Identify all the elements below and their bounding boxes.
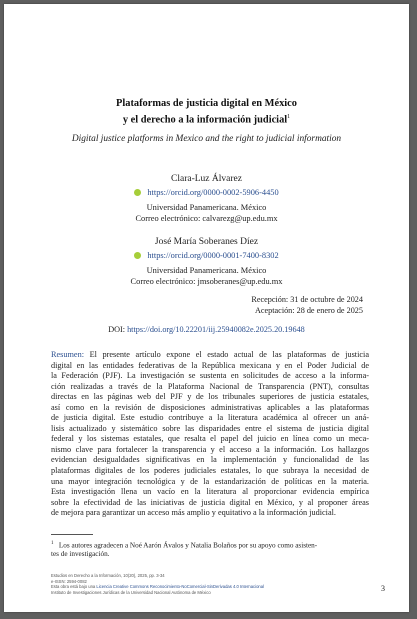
author-email-2: Correo electrónico: jmsoberanes@up.edu.mx [130, 277, 283, 286]
accepted-date: Aceptación: 28 de enero de 2025 [255, 306, 363, 315]
title-line-2: y el derecho a la información judicial$^1$ [122, 113, 291, 125]
abstract-line: así como en la revisión de disposiciones administrativas aplicables a las plataformas [51, 402, 369, 412]
orcid-icon [134, 252, 141, 259]
doi-link[interactable]: https://doi.org/10.22201/iij.25940082e.2025.20.19648 [127, 325, 305, 334]
abstract-line: evidencian desigualdades significativas en la implementación y funcionalidad de las [51, 455, 369, 465]
author-affiliation-1: Universidad Panamericana. México Correo electrónico: calvarezg@up.edu.mx [4, 202, 409, 224]
abstract-line: de mejora para garantizar un acceso más amplio y equitativo a la información judicial. [51, 508, 336, 518]
journal-citation: Estudios en Derecho a la Información, 10(20), 2025, pp. 3-34 [51, 573, 165, 578]
abstract-line: de justicia digital. Este estudio contribuye a la literatura académica al ofrecer un aná- [51, 413, 369, 423]
footnote: $^1$ Los autores agradecen a Noé Aarón Ávalos y Natalia Bolaños por su apoyo como asisten- tes de investigación. [51, 541, 318, 559]
abstract-line: federal y los sistemas estatales, que resalta el papel del juicio en línea como un meca- [51, 434, 369, 444]
abstract-line: Esta investigación llena un vacío en la literatura al proporcionar evidencia empírica [51, 487, 369, 497]
author-affiliation-2: Universidad Panamericana. México Correo electrónico: jmsoberanes@up.edu.mx [4, 265, 409, 287]
author-name-2: José María Soberanes Díez [154, 237, 259, 247]
abstract-line: una mayor integración tecnológica y de la estandarización de políticas en la materia. [51, 476, 369, 486]
doi: DOI: https://doi.org/10.22201/iij.25940082e.2025.20.19648 [108, 325, 305, 334]
license-notice: Esta obra está bajo una Licencia Creative Commons Reconocimiento-NoComercial-SinDerivadas 4.0 Internacional [51, 584, 264, 590]
license-link[interactable]: Licencia Creative Commons Reconocimiento-NoComercial-SinDerivadas 4.0 Internacional [96, 584, 264, 590]
orcid-link-1[interactable]: https://orcid.org/0000-0002-5906-4450 [4, 188, 409, 197]
document-page [4, 4, 409, 612]
abstract-line: nismo clave para fortalecer la transparencia y el acceso a la información. Los hallazgos [51, 444, 369, 454]
abstract-line: sobre la efectividad de las iniciativas de justicia digital en México, y al proponer áreas [51, 497, 369, 507]
page-number: 3 [381, 584, 385, 593]
abstract-line: Resumen: El presente artículo expone el estado actual de las plataformas de justicia [51, 350, 369, 359]
received-date: Recepción: 31 de octubre de 2024 [251, 295, 363, 304]
abstract-label: Resumen: [51, 350, 84, 359]
english-title: Digital justice platforms in Mexico and the right to judicial information [71, 134, 342, 144]
author-email-1: Correo electrónico: calvarezg@up.edu.mx [135, 214, 278, 223]
abstract-line: lisis actualizado y sistemático sobre las disparidades entre el sistema de justicia digital [51, 423, 369, 433]
journal-issn: e-ISSN: 2594-0082 [51, 578, 87, 584]
abstract [51, 350, 369, 519]
title-line-1: Plataformas de justicia digital en México [116, 98, 297, 109]
institution: Instituto de Investigaciones Jurídicas de la Universidad Nacional Autónoma de México [51, 589, 211, 595]
orcid-link-2[interactable]: https://orcid.org/0000-0001-7400-8302 [4, 251, 409, 260]
author-name-1: Clara-Luz Álvarez [171, 174, 242, 184]
footnote-mark: 1 [51, 541, 54, 546]
title-footnote-mark[interactable]: 1 [287, 113, 291, 120]
abstract-line: digital en las entidades federativas de la República mexicana y en el Poder Judicial de [51, 360, 369, 370]
abstract-line: ción realizadas a través de la Plataforma Nacional de Transparencia (PNT), consultas [51, 381, 369, 391]
publication-dates [251, 294, 363, 316]
article-title [4, 98, 409, 126]
abstract-line: directas en las páginas web del PJF y de los tribunales superiores de justicia estatales, [51, 392, 369, 402]
abstract-line: plataformas digitales de los poderes judiciales estatales, lo que subraya la necesidad de [51, 466, 369, 476]
journal-info [51, 573, 371, 595]
orcid-icon [134, 189, 141, 196]
footnote-divider [51, 534, 93, 535]
abstract-line: la Federación (PJF). La investigación se sustenta en solicitudes de acceso a la informa- [51, 371, 369, 381]
